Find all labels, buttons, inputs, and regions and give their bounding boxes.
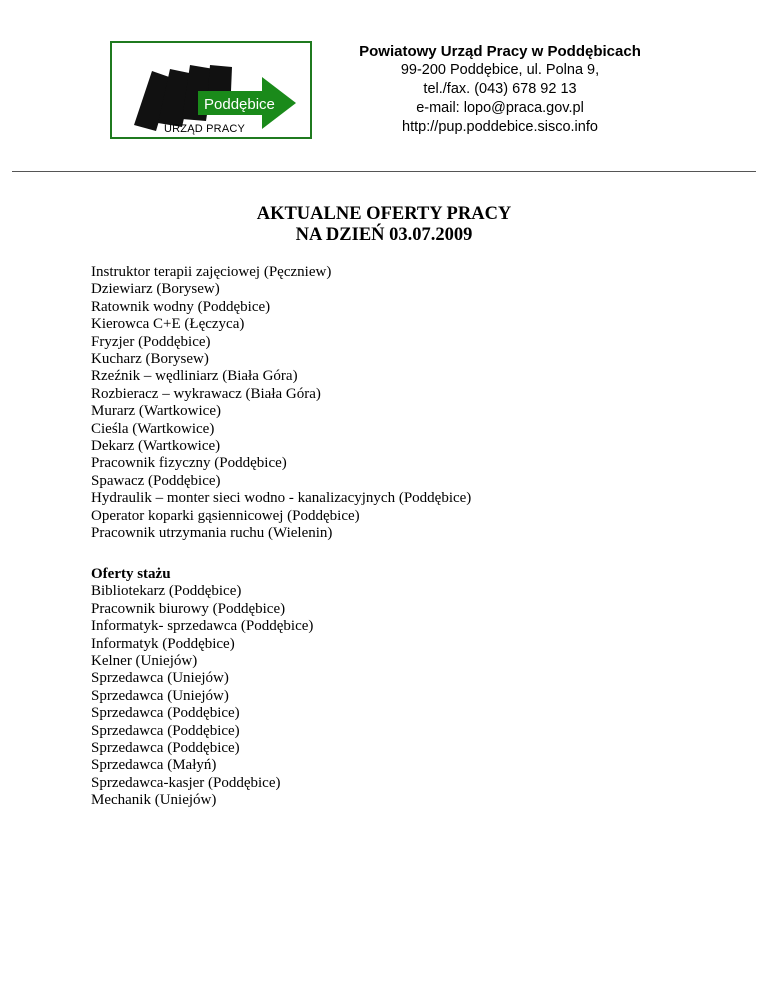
list-item: Pracownik fizyczny (Poddębice): [91, 455, 287, 472]
list-item: Dziewiarz (Borysew): [91, 281, 220, 298]
section-heading: Oferty stażu: [91, 566, 171, 582]
header-divider: [12, 171, 756, 172]
office-email[interactable]: e-mail: lopo@praca.gov.pl: [416, 100, 584, 116]
office-website[interactable]: http://pup.poddebice.sisco.info: [402, 119, 598, 135]
list-item: Spawacz (Poddębice): [91, 472, 221, 489]
list-item: Rzeźnik – wędliniarz (Biała Góra): [91, 368, 298, 385]
list-item: Sprzedawca (Uniejów): [91, 670, 229, 687]
office-phone: tel./fax. (043) 678 92 13: [423, 81, 577, 97]
list-item: Cieśla (Wartkowice): [91, 420, 215, 437]
office-address: 99-200 Poddębice, ul. Polna 9,: [400, 62, 600, 78]
list-item: Sprzedawca (Małyń): [91, 757, 217, 774]
list-item: Mechanik (Uniejów): [91, 792, 217, 809]
list-item: Murarz (Wartkowice): [91, 403, 221, 420]
list-item: Bibliotekarz (Poddębice): [91, 583, 242, 600]
list-item: Kierowca C+E (Łęczyca): [91, 316, 245, 333]
list-item: Pracownik utrzymania ruchu (Wielenin): [91, 525, 333, 542]
list-item: Sprzedawca (Poddębice): [91, 740, 240, 757]
list-item: Sprzedawca (Poddębice): [91, 722, 240, 739]
office-contact: [340, 42, 660, 137]
office-name: Powiatowy Urząd Pracy w Poddębicach: [359, 43, 641, 60]
list-item: Ratownik wodny (Poddębice): [91, 298, 271, 315]
list-item: Informatyk- sprzedawca (Poddębice): [91, 618, 314, 635]
logo-caption: URZĄD PRACY: [164, 123, 246, 135]
list-item: Sprzedawca-kasjer (Poddębice): [91, 774, 281, 791]
list-item: Kelner (Uniejów): [91, 653, 198, 670]
list-item: Rozbieracz – wykrawacz (Biała Góra): [91, 385, 321, 402]
page-title: [0, 204, 768, 246]
list-item: Dekarz (Wartkowice): [91, 438, 221, 455]
title-line-2: NA DZIEŃ 03.07.2009: [295, 225, 473, 245]
list-item: Sprzedawca (Uniejów): [91, 687, 229, 704]
list-item: Hydraulik – monter sieci wodno - kanalizacyjnych (Poddębice): [91, 490, 472, 507]
list-item: Kucharz (Borysew): [91, 351, 209, 368]
list-item: Operator koparki gąsiennicowej (Poddębice): [91, 507, 360, 524]
list-item: Sprzedawca (Poddębice): [91, 705, 240, 722]
title-line-1: AKTUALNE OFERTY PRACY: [256, 204, 512, 224]
list-item: Instruktor terapii zajęciowej (Pęczniew): [91, 264, 332, 280]
list-item: Fryzjer (Poddębice): [91, 333, 211, 350]
list-item: Informatyk (Poddębice): [91, 635, 235, 652]
list-item: Pracownik biurowy (Poddębice): [91, 600, 286, 617]
logo: [110, 41, 312, 139]
job-offers-list: [91, 264, 471, 543]
logo-city: Poddębice: [204, 96, 275, 113]
internship-offers-list: [91, 566, 313, 810]
